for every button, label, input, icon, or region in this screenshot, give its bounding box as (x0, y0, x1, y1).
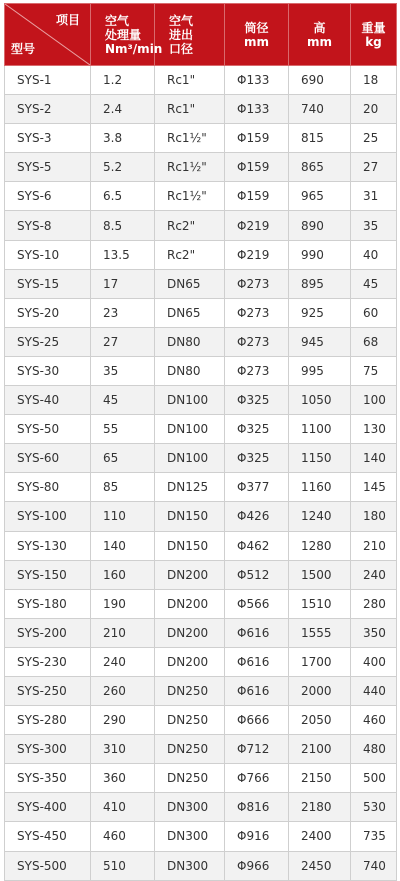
height-cell: 1280 (289, 531, 351, 560)
diameter-cell: Φ616 (225, 618, 289, 647)
air-flow-cell: 17 (91, 269, 155, 298)
diameter-cell: Φ566 (225, 589, 289, 618)
inlet-cell: DN125 (155, 473, 225, 502)
weight-cell: 735 (351, 822, 397, 851)
height-cell: 2050 (289, 706, 351, 735)
height-cell: 890 (289, 211, 351, 240)
weight-cell: 740 (351, 851, 397, 880)
weight-cell: 500 (351, 764, 397, 793)
weight-cell: 350 (351, 618, 397, 647)
height-cell: 690 (289, 66, 351, 95)
inlet-cell: DN150 (155, 502, 225, 531)
diameter-cell: Φ616 (225, 647, 289, 676)
table-row (5, 473, 397, 502)
header-corner-cell (5, 4, 91, 66)
height-cell: 1100 (289, 415, 351, 444)
model-cell: SYS-15 (5, 269, 91, 298)
weight-cell: 60 (351, 298, 397, 327)
air-flow-cell: 510 (91, 851, 155, 880)
inlet-cell: DN300 (155, 851, 225, 880)
inlet-cell: DN80 (155, 327, 225, 356)
diameter-cell: Φ462 (225, 531, 289, 560)
air-flow-cell: 110 (91, 502, 155, 531)
model-cell: SYS-450 (5, 822, 91, 851)
model-cell: SYS-8 (5, 211, 91, 240)
table-row (5, 618, 397, 647)
model-cell: SYS-25 (5, 327, 91, 356)
air-flow-cell: 360 (91, 764, 155, 793)
inlet-cell: DN200 (155, 647, 225, 676)
weight-cell: 18 (351, 66, 397, 95)
weight-cell: 240 (351, 560, 397, 589)
table-row (5, 851, 397, 880)
model-cell: SYS-30 (5, 356, 91, 385)
table-row (5, 531, 397, 560)
model-cell: SYS-2 (5, 95, 91, 124)
air-flow-cell: 65 (91, 444, 155, 473)
header-diameter: 筒径 mm (225, 4, 289, 66)
inlet-cell: Rc2" (155, 211, 225, 240)
height-cell: 1240 (289, 502, 351, 531)
diameter-cell: Φ273 (225, 269, 289, 298)
weight-cell: 180 (351, 502, 397, 531)
model-cell: SYS-500 (5, 851, 91, 880)
weight-cell: 460 (351, 706, 397, 735)
table-row (5, 95, 397, 124)
table-row (5, 706, 397, 735)
air-flow-cell: 55 (91, 415, 155, 444)
model-cell: SYS-230 (5, 647, 91, 676)
height-cell: 965 (289, 182, 351, 211)
inlet-cell: DN200 (155, 618, 225, 647)
inlet-cell: DN150 (155, 531, 225, 560)
diameter-cell: Φ325 (225, 386, 289, 415)
spec-table-container (4, 3, 396, 881)
table-row (5, 735, 397, 764)
table-row (5, 764, 397, 793)
diameter-cell: Φ712 (225, 735, 289, 764)
header-model-label: 型号 (11, 42, 36, 56)
weight-cell: 35 (351, 211, 397, 240)
weight-cell: 280 (351, 589, 397, 618)
air-flow-cell: 410 (91, 793, 155, 822)
model-cell: SYS-180 (5, 589, 91, 618)
table-row (5, 211, 397, 240)
table-row (5, 386, 397, 415)
table-row (5, 415, 397, 444)
height-cell: 2180 (289, 793, 351, 822)
height-cell: 2400 (289, 822, 351, 851)
weight-cell: 27 (351, 153, 397, 182)
height-cell: 945 (289, 327, 351, 356)
table-header (5, 4, 397, 66)
table-row (5, 647, 397, 676)
air-flow-cell: 35 (91, 356, 155, 385)
air-flow-cell: 13.5 (91, 240, 155, 269)
model-cell: SYS-60 (5, 444, 91, 473)
air-flow-cell: 6.5 (91, 182, 155, 211)
table-row (5, 269, 397, 298)
height-cell: 2450 (289, 851, 351, 880)
diameter-cell: Φ512 (225, 560, 289, 589)
height-cell: 1500 (289, 560, 351, 589)
inlet-cell: DN250 (155, 735, 225, 764)
header-air-flow: 空气 处理量 Nm³/min (91, 4, 155, 66)
inlet-cell: Rc1" (155, 95, 225, 124)
air-flow-cell: 290 (91, 706, 155, 735)
table-row (5, 182, 397, 211)
table-row (5, 66, 397, 95)
model-cell: SYS-10 (5, 240, 91, 269)
table-row (5, 589, 397, 618)
diameter-cell: Φ666 (225, 706, 289, 735)
weight-cell: 20 (351, 95, 397, 124)
air-flow-cell: 45 (91, 386, 155, 415)
table-row (5, 676, 397, 705)
model-cell: SYS-400 (5, 793, 91, 822)
header-weight: 重量 kg (351, 4, 397, 66)
model-cell: SYS-80 (5, 473, 91, 502)
model-cell: SYS-40 (5, 386, 91, 415)
inlet-cell: Rc1½" (155, 182, 225, 211)
air-flow-cell: 460 (91, 822, 155, 851)
height-cell: 1555 (289, 618, 351, 647)
table-row (5, 298, 397, 327)
header-inlet: 空气 进出 口径 (155, 4, 225, 66)
spec-table (4, 3, 397, 881)
air-flow-cell: 210 (91, 618, 155, 647)
weight-cell: 100 (351, 386, 397, 415)
table-row (5, 560, 397, 589)
table-row (5, 793, 397, 822)
air-flow-cell: 140 (91, 531, 155, 560)
weight-cell: 400 (351, 647, 397, 676)
air-flow-cell: 3.8 (91, 124, 155, 153)
inlet-cell: DN250 (155, 706, 225, 735)
model-cell: SYS-150 (5, 560, 91, 589)
inlet-cell: Rc1½" (155, 124, 225, 153)
height-cell: 1050 (289, 386, 351, 415)
model-cell: SYS-100 (5, 502, 91, 531)
air-flow-cell: 260 (91, 676, 155, 705)
diameter-cell: Φ159 (225, 182, 289, 211)
diameter-cell: Φ377 (225, 473, 289, 502)
weight-cell: 25 (351, 124, 397, 153)
model-cell: SYS-250 (5, 676, 91, 705)
model-cell: SYS-130 (5, 531, 91, 560)
height-cell: 1510 (289, 589, 351, 618)
height-cell: 2150 (289, 764, 351, 793)
model-cell: SYS-200 (5, 618, 91, 647)
diameter-cell: Φ273 (225, 298, 289, 327)
height-cell: 995 (289, 356, 351, 385)
inlet-cell: DN250 (155, 676, 225, 705)
table-row (5, 240, 397, 269)
air-flow-cell: 240 (91, 647, 155, 676)
inlet-cell: DN200 (155, 589, 225, 618)
height-cell: 895 (289, 269, 351, 298)
table-row (5, 153, 397, 182)
table-body (5, 66, 397, 881)
height-cell: 1150 (289, 444, 351, 473)
model-cell: SYS-300 (5, 735, 91, 764)
weight-cell: 40 (351, 240, 397, 269)
air-flow-cell: 160 (91, 560, 155, 589)
inlet-cell: DN100 (155, 415, 225, 444)
table-row (5, 444, 397, 473)
diameter-cell: Φ159 (225, 153, 289, 182)
inlet-cell: DN300 (155, 793, 225, 822)
height-cell: 2100 (289, 735, 351, 764)
weight-cell: 31 (351, 182, 397, 211)
weight-cell: 75 (351, 356, 397, 385)
air-flow-cell: 1.2 (91, 66, 155, 95)
height-cell: 740 (289, 95, 351, 124)
air-flow-cell: 5.2 (91, 153, 155, 182)
weight-cell: 530 (351, 793, 397, 822)
inlet-cell: DN100 (155, 444, 225, 473)
inlet-cell: DN65 (155, 269, 225, 298)
diameter-cell: Φ133 (225, 95, 289, 124)
inlet-cell: DN65 (155, 298, 225, 327)
inlet-cell: DN100 (155, 386, 225, 415)
height-cell: 990 (289, 240, 351, 269)
air-flow-cell: 190 (91, 589, 155, 618)
model-cell: SYS-50 (5, 415, 91, 444)
diameter-cell: Φ766 (225, 764, 289, 793)
weight-cell: 210 (351, 531, 397, 560)
diameter-cell: Φ325 (225, 415, 289, 444)
header-height: 高 mm (289, 4, 351, 66)
diameter-cell: Φ219 (225, 211, 289, 240)
inlet-cell: DN80 (155, 356, 225, 385)
model-cell: SYS-1 (5, 66, 91, 95)
model-cell: SYS-20 (5, 298, 91, 327)
table-row (5, 327, 397, 356)
height-cell: 1160 (289, 473, 351, 502)
weight-cell: 130 (351, 415, 397, 444)
air-flow-cell: 27 (91, 327, 155, 356)
diameter-cell: Φ325 (225, 444, 289, 473)
height-cell: 1700 (289, 647, 351, 676)
diameter-cell: Φ816 (225, 793, 289, 822)
diameter-cell: Φ273 (225, 327, 289, 356)
header-item-label: 项目 (55, 13, 80, 27)
header-row (5, 4, 397, 66)
weight-cell: 45 (351, 269, 397, 298)
diameter-cell: Φ133 (225, 66, 289, 95)
inlet-cell: DN300 (155, 822, 225, 851)
height-cell: 2000 (289, 676, 351, 705)
inlet-cell: Rc1½" (155, 153, 225, 182)
inlet-cell: DN200 (155, 560, 225, 589)
inlet-cell: Rc1" (155, 66, 225, 95)
air-flow-cell: 23 (91, 298, 155, 327)
air-flow-cell: 85 (91, 473, 155, 502)
height-cell: 865 (289, 153, 351, 182)
table-row (5, 502, 397, 531)
diameter-cell: Φ273 (225, 356, 289, 385)
diameter-cell: Φ966 (225, 851, 289, 880)
weight-cell: 68 (351, 327, 397, 356)
model-cell: SYS-5 (5, 153, 91, 182)
diameter-cell: Φ159 (225, 124, 289, 153)
table-row (5, 124, 397, 153)
model-cell: SYS-280 (5, 706, 91, 735)
weight-cell: 145 (351, 473, 397, 502)
diameter-cell: Φ426 (225, 502, 289, 531)
inlet-cell: DN250 (155, 764, 225, 793)
weight-cell: 440 (351, 676, 397, 705)
model-cell: SYS-3 (5, 124, 91, 153)
table-row (5, 822, 397, 851)
diameter-cell: Φ616 (225, 676, 289, 705)
diameter-cell: Φ219 (225, 240, 289, 269)
air-flow-cell: 2.4 (91, 95, 155, 124)
model-cell: SYS-350 (5, 764, 91, 793)
weight-cell: 140 (351, 444, 397, 473)
diameter-cell: Φ916 (225, 822, 289, 851)
height-cell: 925 (289, 298, 351, 327)
air-flow-cell: 8.5 (91, 211, 155, 240)
height-cell: 815 (289, 124, 351, 153)
table-row (5, 356, 397, 385)
inlet-cell: Rc2" (155, 240, 225, 269)
air-flow-cell: 310 (91, 735, 155, 764)
model-cell: SYS-6 (5, 182, 91, 211)
weight-cell: 480 (351, 735, 397, 764)
